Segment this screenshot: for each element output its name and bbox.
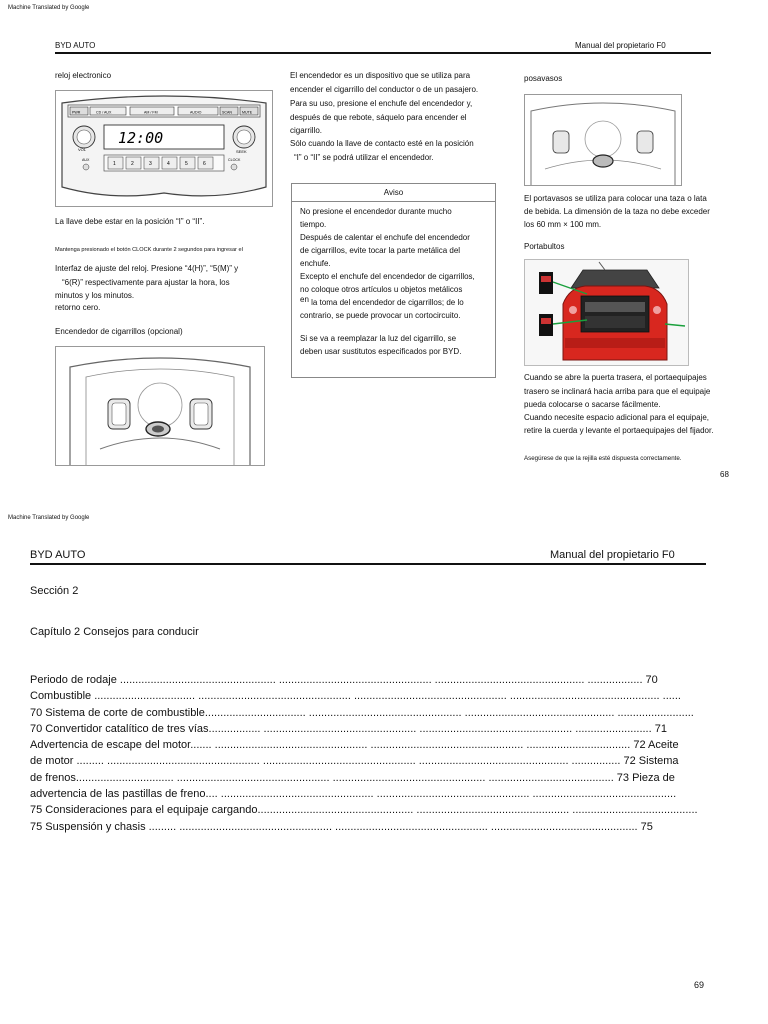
lighter-title: Encendedor de cigarrillos (opcional) <box>55 327 183 336</box>
clock-instructions-4: retorno cero. <box>55 303 101 312</box>
btn-scan-label: SCAN <box>222 110 232 115</box>
header-manual-title: Manual del propietario F0 <box>575 41 666 50</box>
key-position-text: La llave debe estar en la posición “I” o “II”. <box>55 217 205 226</box>
svg-text:6: 6 <box>203 161 206 167</box>
lighter-desc-2: encender el cigarrillo del conductor o de un pasajero. <box>290 85 479 94</box>
trunk-desc-1: Cuando se abre la puerta trasera, el portaequipajes <box>524 373 707 382</box>
notice-title: Aviso <box>292 184 495 202</box>
cupholder-title: posavasos <box>524 74 563 83</box>
page-number-68: 68 <box>720 470 729 479</box>
toc-line: Periodo de rodaje ................................................... .................................................. ................................................. .................. 70 <box>30 674 658 686</box>
trunk-desc-2: trasero se inclinará hacia arriba para que el equipaje <box>524 387 711 396</box>
toc-line: 70 Convertidor catalítico de tres vías................. .................................................. .................................................. ......................... 71 <box>30 722 667 735</box>
header-rule <box>55 52 711 54</box>
clock-panel-figure <box>55 90 273 207</box>
notice-line: No presione el encendedor durante mucho <box>300 207 452 216</box>
cup-desc-1: El portavasos se utiliza para colocar una taza o lata <box>524 194 707 203</box>
display-time: 12:00 <box>118 129 164 147</box>
clock-instructions-1: Interfaz de ajuste del reloj. Presione “4(H)”, “5(M)” y <box>55 264 239 273</box>
toc-line: de motor ......... .................................................. .................................................. ................................................. ................ 72 Sistema <box>30 755 679 768</box>
aux-jack-icon <box>83 164 89 170</box>
notice-line: de cigarrillos, evite tocar la parte metálica del <box>300 246 461 255</box>
notice-box <box>291 183 496 378</box>
cupholder-icon <box>593 155 613 167</box>
notice-line <box>300 296 475 309</box>
notice-line: contrario, se puede provocar un cortocircuito. <box>300 311 461 320</box>
btn-am-label: AM / FM <box>144 110 158 115</box>
cup-desc-3: los 60 mm × 100 mm. <box>524 220 602 229</box>
aux-label: AUX <box>82 158 90 162</box>
clock-button-label: CLOCK <box>228 158 241 162</box>
lighter-desc-7: “I” o “II” se podrá utilizar el encendedor. <box>294 153 434 162</box>
table-of-contents <box>30 672 730 835</box>
cupholder-figure <box>524 94 682 186</box>
btn-pwr-label: PWR <box>72 110 81 115</box>
toc-line: 75 Suspensión y chasis ......... .................................................. .................................................. ................................................ 75 <box>30 820 653 833</box>
header-brand: BYD AUTO <box>55 41 96 50</box>
svg-text:3: 3 <box>149 161 152 167</box>
watermark-bottom: Machine Translated by Google <box>8 515 90 521</box>
clock-title: reloj electronico <box>55 71 112 80</box>
btn-mute-label: MUTE <box>242 110 253 115</box>
header-rule-2 <box>30 563 706 565</box>
toc-line: 75 Consideraciones para el equipaje cargando................................................... .................................................. ......................................... <box>30 804 698 817</box>
toc-line: Combustible ................................. .................................................. .................................................. ................................................. ...... <box>30 690 681 703</box>
lighter-figure <box>55 346 265 466</box>
watermark-top: Machine Translated by Google <box>8 5 90 11</box>
clock-hold-text: Mantenga presionado el botón CLOCK durante 2 segundos para ingresar el <box>55 247 243 253</box>
lighter-desc-1: El encendedor es un dispositivo que se utiliza para <box>290 71 471 80</box>
toc-line: advertencia de las pastillas de freno.... .................................................. .................................................. ............................................... <box>30 788 677 801</box>
vol-label: VOL <box>78 147 87 152</box>
clock-instructions-3: minutos y los minutos. <box>55 291 135 300</box>
notice-line: no coloque otros artículos u objetos metálicos <box>300 285 463 294</box>
notice-replace-2: deben usar sustitutos especificados por BYD. <box>300 347 462 356</box>
section-title: Sección 2 <box>30 585 79 597</box>
notice-line-text: la toma del encendedor de cigarrillos; de lo <box>311 298 464 307</box>
notice-line: Excepto el enchufe del encendedor de cigarrillos, <box>300 272 475 281</box>
cupholder-illustration <box>525 95 681 185</box>
btn-cd-label: CD / AUX <box>96 110 112 115</box>
trunk-desc-5: retire la cuerda y levante el portaequipajes del fijador. <box>524 426 714 435</box>
notice-en: en <box>300 295 309 304</box>
lighter-illustration <box>56 347 264 465</box>
trunk-figure <box>524 259 689 366</box>
lighter-desc-6: Sólo cuando la llave de contacto esté en la posición <box>290 139 474 148</box>
seek-label: SEEK <box>236 149 247 154</box>
notice-body <box>300 205 475 358</box>
svg-text:5: 5 <box>185 161 188 167</box>
svg-text:4: 4 <box>167 161 170 167</box>
radio-panel-illustration <box>56 91 272 206</box>
trunk-note: Asegúrese de que la rejilla esté dispuesta correctamente. <box>524 455 682 462</box>
trunk-title: Portabultos <box>524 242 565 251</box>
header-brand-2: BYD AUTO <box>30 549 86 561</box>
svg-text:2: 2 <box>131 161 134 167</box>
notice-line: Después de calentar el enchufe del encendedor <box>300 233 470 242</box>
lighter-desc-4: después de que rebote, sáquelo para encender el <box>290 113 467 122</box>
notice-line: enchufe. <box>300 259 331 268</box>
chapter-title: Capítulo 2 Consejos para conducir <box>30 626 199 638</box>
trunk-illustration <box>525 260 688 365</box>
clock-instructions-2: “6(R)” respectivamente para ajustar la hora, los <box>62 278 230 287</box>
svg-text:1: 1 <box>113 161 116 167</box>
cup-desc-2: de bebida. La dimensión de la taza no debe exceder <box>524 207 710 216</box>
header-manual-title-2: Manual del propietario F0 <box>550 549 675 561</box>
lighter-desc-5: cigarrillo. <box>290 126 323 135</box>
trunk-desc-3: pueda colocarse o sacarse fácilmente. <box>524 400 661 409</box>
toc-line: de frenos................................ .................................................. .................................................. ......................................... 73 Pieza de <box>30 771 675 784</box>
lighter-desc-3: Para su uso, presione el enchufe del encendedor y, <box>290 99 473 108</box>
trunk-desc-4: Cuando necesite espacio adicional para el equipaje, <box>524 413 710 422</box>
btn-audio-label: AUDIO <box>190 110 202 115</box>
notice-replace-1: Si se va a reemplazar la luz del cigarrillo, se <box>300 334 457 343</box>
toc-line: Advertencia de escape del motor....... .................................................. .................................................. .................................. 72 Aceite <box>30 739 679 752</box>
toc-line: 70 Sistema de corte de combustible................................. .................................................. ................................................. ......................... <box>30 706 694 719</box>
clock-button-icon <box>231 164 237 170</box>
notice-line: tiempo. <box>300 220 327 229</box>
page-number-69: 69 <box>694 980 705 990</box>
